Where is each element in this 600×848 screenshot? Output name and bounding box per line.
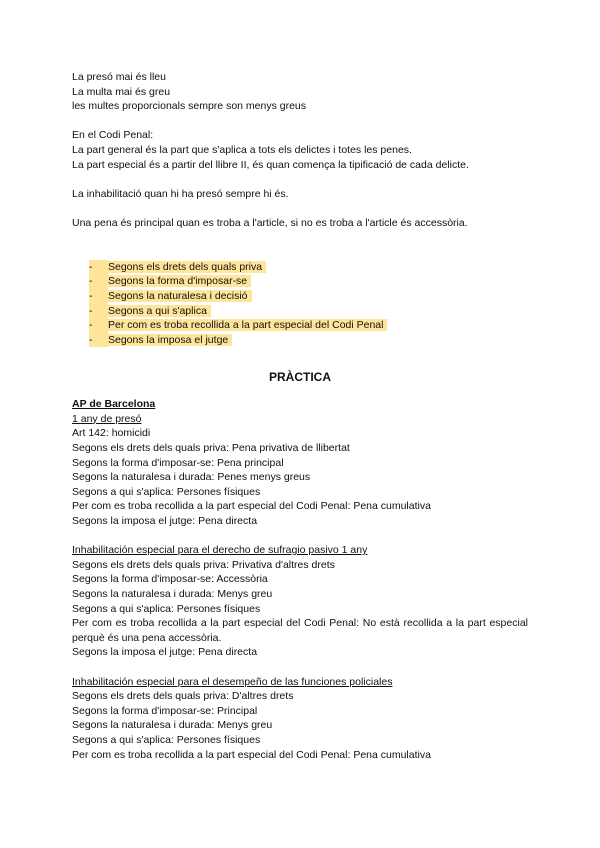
list-item: - Segons la naturalesa i decisió: [89, 289, 528, 304]
block-line: Per com es troba recollida a la part especial del Codi Penal: Pena cumulativa: [72, 748, 431, 761]
practica-heading: PRÀCTICA: [269, 370, 331, 385]
list-item: - Segons els drets dels quals priva: [89, 260, 528, 275]
block-line: Segons els drets dels quals priva: Pena privativa de llibertat: [72, 442, 350, 455]
block-3: [72, 675, 528, 763]
block-line: Segons la naturalesa i durada: Menys greu: [72, 588, 273, 600]
block-1: [72, 412, 528, 529]
article-line: Art 142: homicidi: [72, 427, 151, 440]
block-line: Segons la naturalesa i durada: Penes menys greus: [72, 471, 311, 484]
intro-block: [72, 70, 528, 114]
block-line: Segons la imposa el jutge: Pena directa: [72, 515, 258, 528]
block-line: Segons els drets dels quals priva: Privativa d'altres drets: [72, 558, 335, 571]
block-line: Per com es troba recollida a la part especial del Codi Penal: Pena cumulativa: [72, 500, 431, 513]
block-line: Segons a qui s'aplica: Persones físiques: [72, 602, 261, 615]
codi-penal-line: La part especial és a partir del llibre II, és quan comença la tipificació de cada delicte.: [72, 158, 469, 171]
codi-penal-line: En el Codi Penal:: [72, 129, 154, 142]
list-item: - Segons a qui s'aplica: [89, 304, 528, 319]
block-heading: Inhabilitación especial para el desempeño de las funciones policiales: [72, 675, 393, 688]
section-title: AP de Barcelona: [72, 398, 156, 411]
intro-line: les multes proporcionals sempre son menys greus: [72, 100, 307, 113]
intro-line: La multa mai és greu: [72, 85, 171, 98]
block-line: Segons els drets dels quals priva: D'altres drets: [72, 690, 294, 703]
block-line: Segons la imposa el jutge: Pena directa: [72, 646, 258, 659]
block-line: Segons la forma d'imposar-se: Principal: [72, 704, 258, 717]
block-line: Segons a qui s'aplica: Persones físiques: [72, 733, 261, 746]
inhabilitacio-note: La inhabilitació quan hi ha presó sempre hi és.: [72, 187, 289, 200]
block-line: Segons la forma d'imposar-se: Pena principal: [72, 456, 284, 469]
block-heading: 1 any de presó: [72, 412, 142, 425]
block-2: [72, 543, 528, 660]
codi-penal-line: La part general és la part que s'aplica a tots els delictes i totes les penes.: [72, 143, 412, 156]
pena-principal-note: Una pena és principal quan es troba a l'article, si no es troba a l'article és accessòria.: [72, 216, 468, 229]
block-heading: Inhabilitación especial para el derecho de sufragio pasivo 1 any: [72, 544, 368, 557]
block-line: Segons la naturalesa i durada: Menys greu: [72, 719, 273, 732]
block-long-line: Per com es troba recollida a la part especial del Codi Penal: No està recollida a la part especial perquè és una pena accessòria.: [72, 617, 528, 644]
criteria-list: [72, 260, 528, 348]
list-item: - Per com es troba recollida a la part especial del Codi Penal: [89, 318, 528, 333]
intro-line: La presó mai és lleu: [72, 71, 166, 83]
list-item: - Segons la imposa el jutge: [89, 333, 528, 348]
list-item: - Segons la forma d'imposar-se: [89, 274, 528, 289]
block-line: Segons la forma d'imposar-se: Accessòria: [72, 573, 268, 586]
codi-penal-block: [72, 128, 528, 172]
block-line: Segons a qui s'aplica: Persones físiques: [72, 485, 261, 498]
